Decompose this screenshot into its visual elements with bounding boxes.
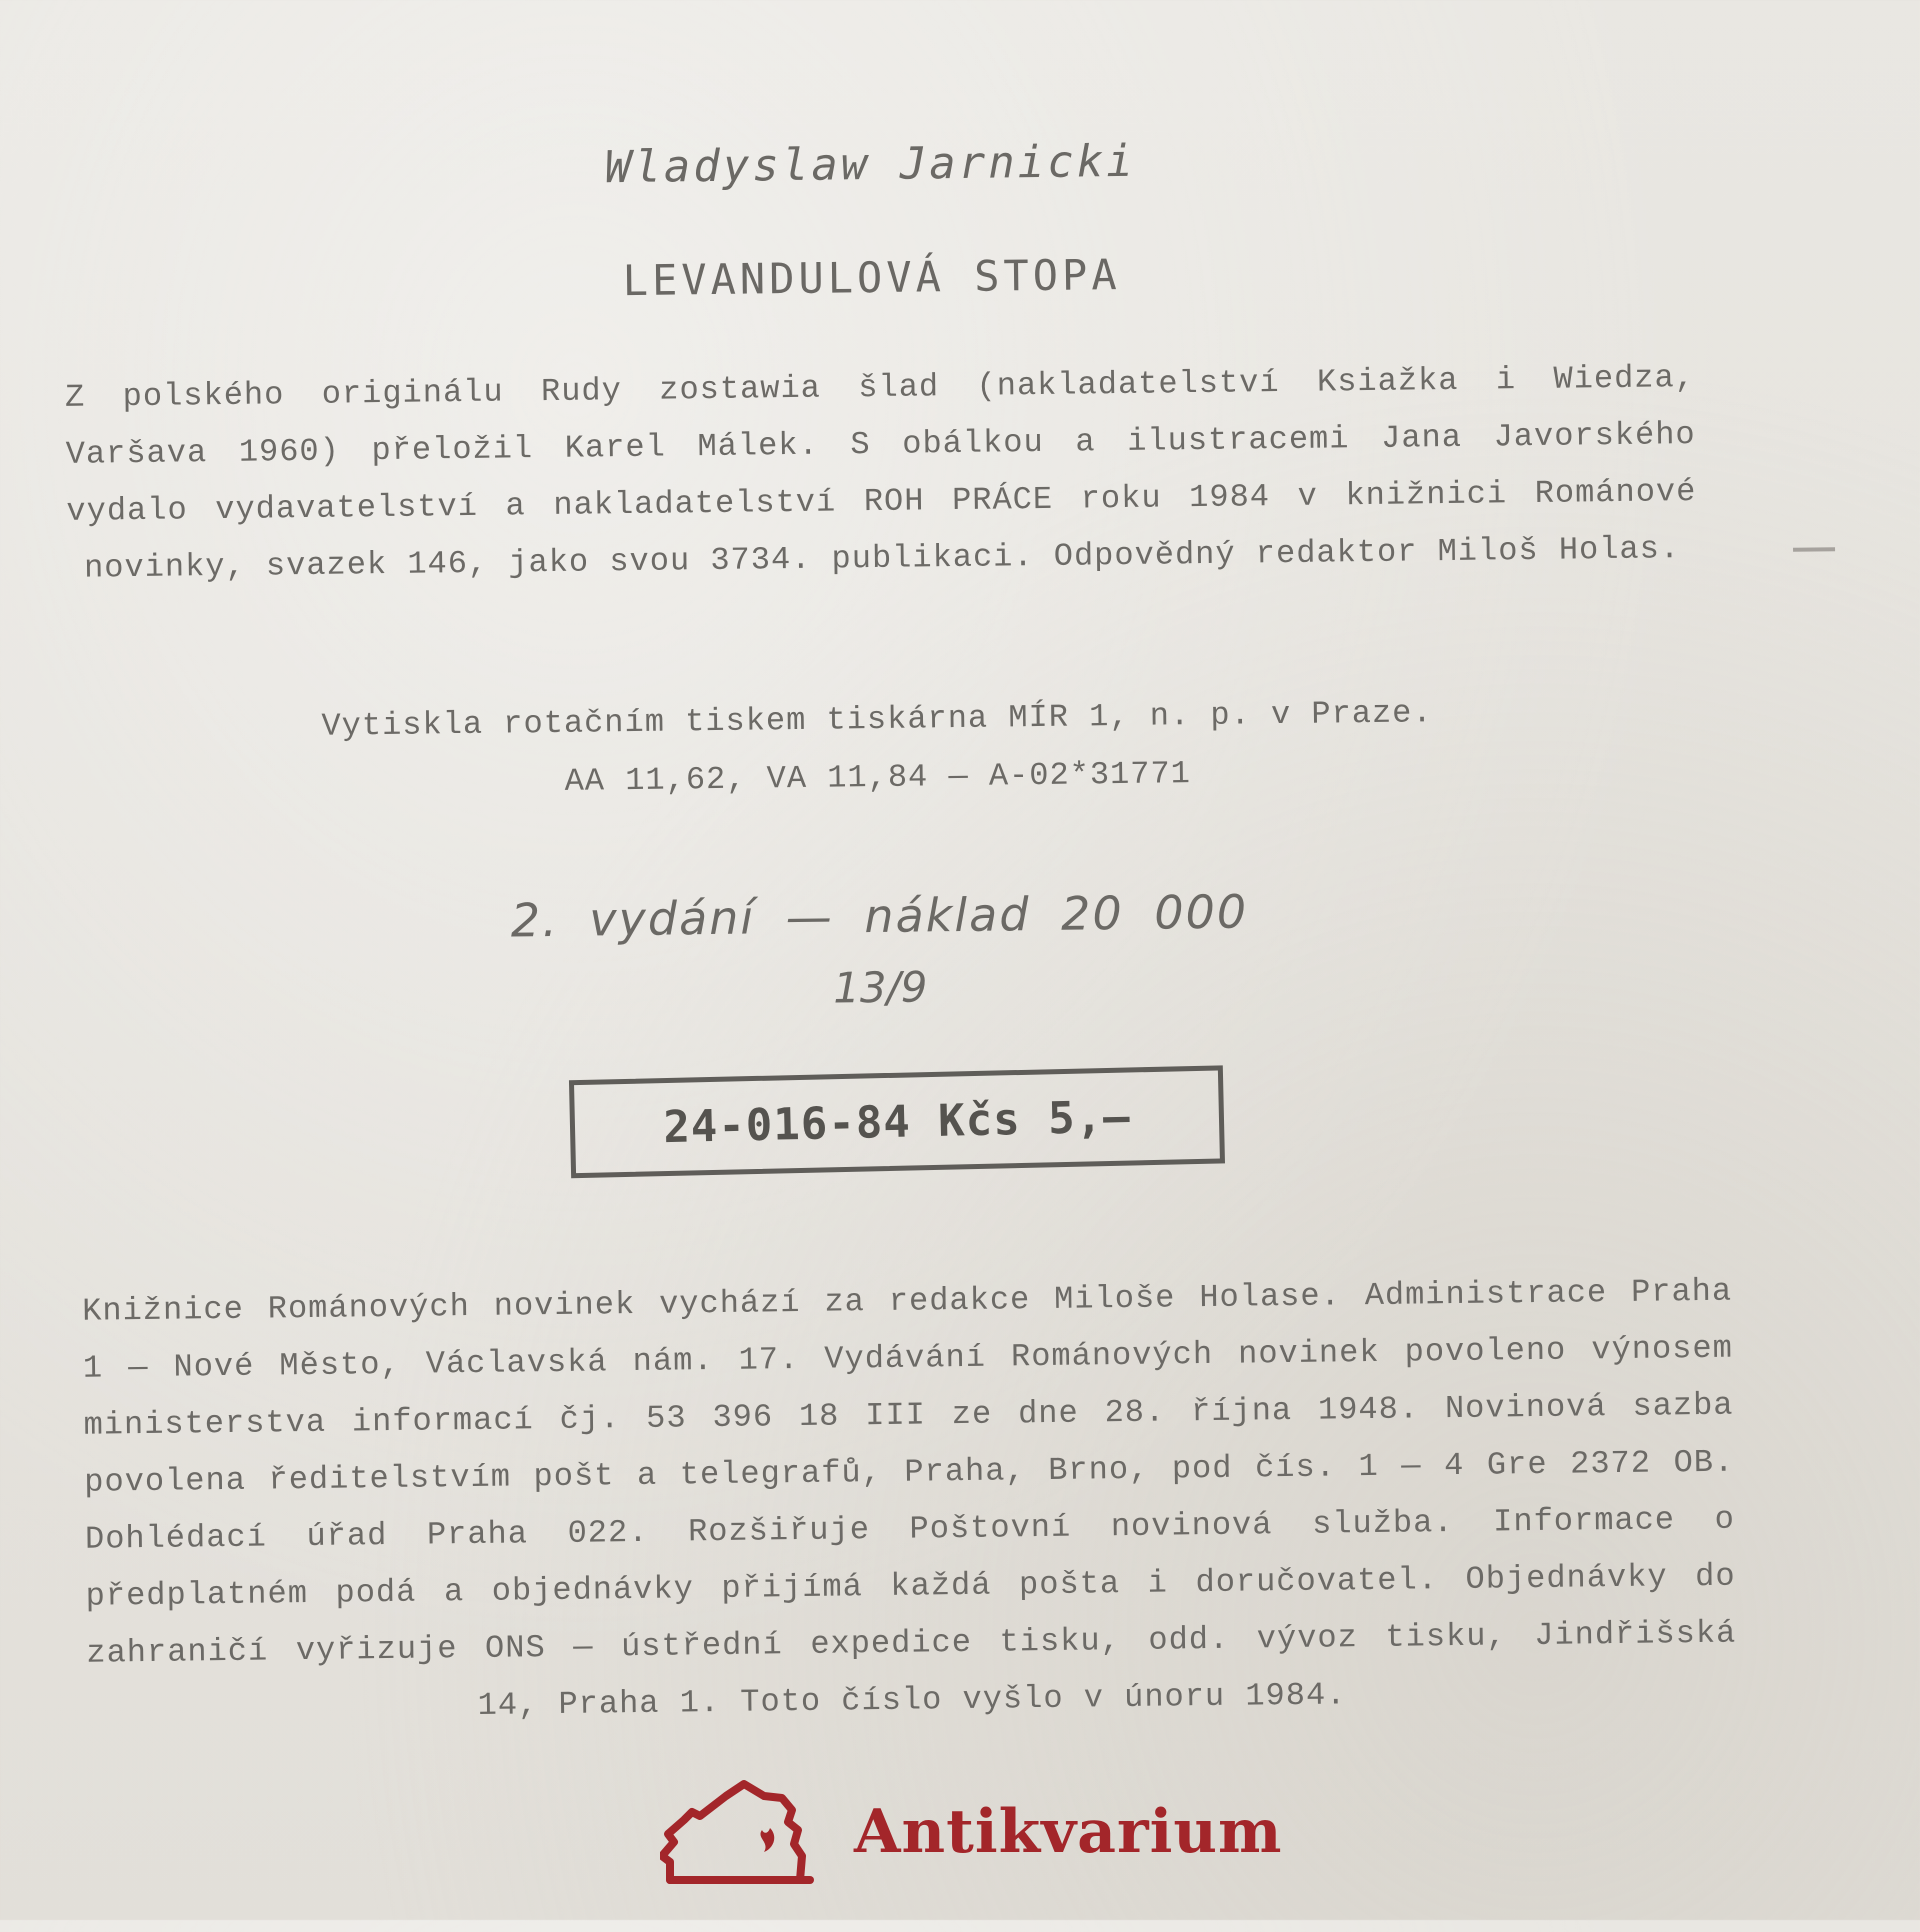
antikvarium-house-logo-icon: [660, 1776, 828, 1888]
translation-credits: Z polského originálu Rudy zostawia šlad (nakladatelství Ksiažka i Wiedza, Varšava 1960) přeložil Karel Málek. S obálkou a ilustracemi Jana Javorského vydalo vydavatelství a nakladatelství ROH PRÁCE roku 1984 v knižnici Románové novinky, svazek 146, jako svou 3734. publikaci. Odpovědný redaktor Miloš Holas.: [64, 358, 1697, 587]
stray-ink-mark: [1793, 547, 1835, 552]
issue-number: 13/9: [832, 962, 928, 1013]
edition-line: 2. vydání — náklad 20 000: [510, 884, 1249, 948]
printer-line: Vytiskla rotačním tiskem tiskárna MÍR 1, n. p. v Praze.: [321, 694, 1433, 745]
antikvarium-logo: [660, 1772, 1300, 1892]
author-name: Wladyslaw Jarnicki: [604, 135, 1136, 194]
publisher-colophon: Knižnice Románových novinek vychází za redakce Miloše Holase. Administrace Praha 1 — Nové Město, Václavská nám. 17. Vydávání Románových novinek povoleno výnosem ministerstva informací čj. 53 396 18 III ze dne 28. října 1948. Novinová sazba povolena ředitelstvím pošt a telegrafů, Praha, Brno, pod čís. 1 — 4 Gre 2372 OB. Dohlédací úřad Praha 022. Rozšiřuje Poštovní novinová služba. Informace o předplatném podá a objednávky přijímá každá pošta i doručovatel. Objednávky do zahraničí vyřizuje ONS — ústřední expedice tisku, odd. vývoz tisku, Jindřišská 14, Praha 1. Toto číslo vyšlo v únoru 1984.: [81, 1272, 1737, 1724]
price-stamp: 24-016-84 Kčs 5,—: [569, 1065, 1225, 1178]
print-codes: AA 11,62, VA 11,84 — A-02*31771: [564, 755, 1192, 800]
antikvarium-logo-text: Antikvarium: [854, 1797, 1283, 1867]
book-title: LEVANDULOVÁ STOPA: [622, 249, 1121, 306]
